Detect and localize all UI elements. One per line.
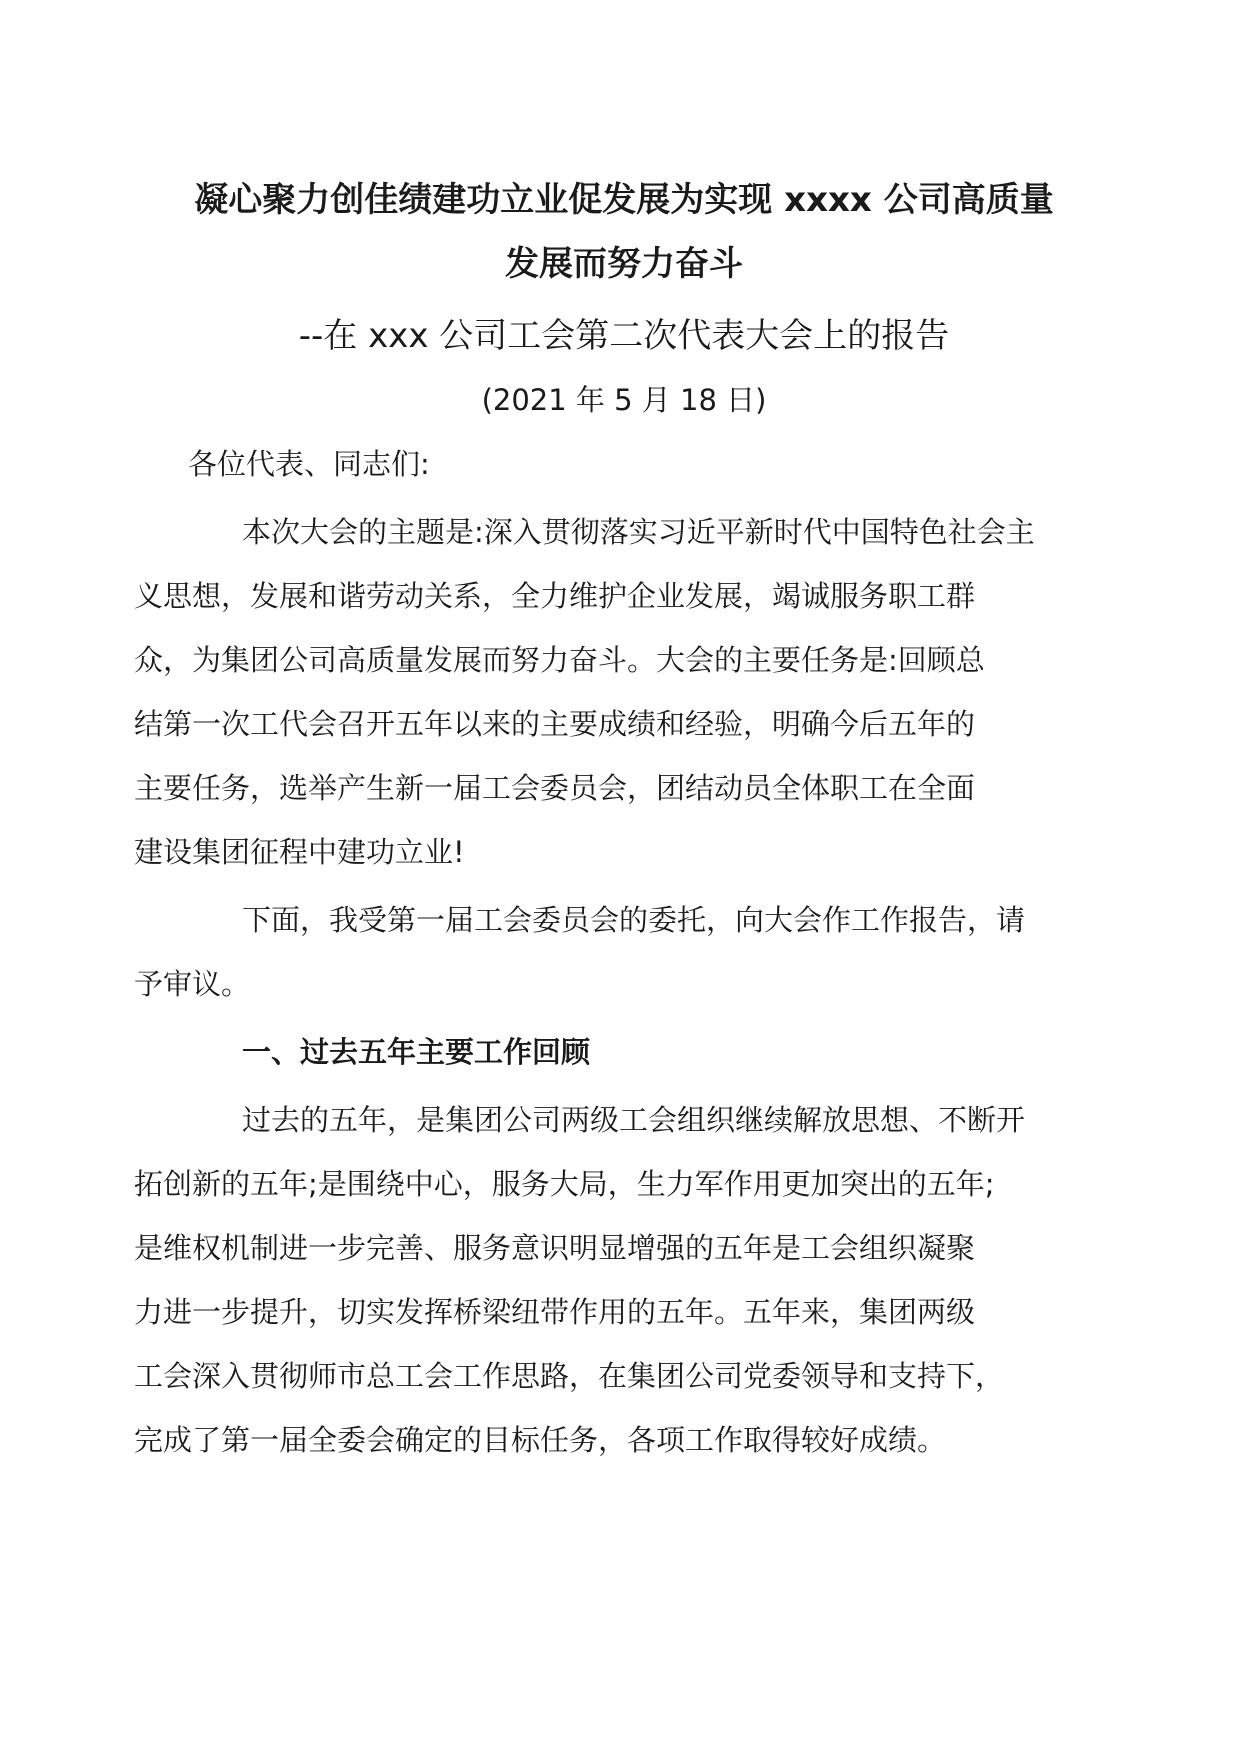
section-heading: 一、过去五年主要工作回顾 [242,1035,591,1069]
paragraph-line: 建设集团征程中建功立业! [134,835,465,869]
report-subtitle: --在 xxx 公司工会第二次代表大会上的报告 [298,316,950,356]
paragraph-line: 下面，我受第一届工会委员会的委托，向大会作工作报告，请 [242,903,1026,937]
paragraph-review [134,1088,1060,1472]
paragraph-line: 是维权机制进一步完善、服务意识明显增强的五年是工会组织凝聚 [134,1231,976,1265]
paragraph-line: 义思想，发展和谐劳动关系，全力维护企业发展，竭诚服务职工群 [134,579,976,613]
paragraph-line: 本次大会的主题是:深入贯彻落实习近平新时代中国特色社会主 [242,515,1035,549]
document-body [134,168,1060,1472]
report-title-line: 凝心聚力创佳绩建功立业促发展为实现 xxxx 公司高质量 [194,180,1054,220]
paragraph-line: 力进一步提升，切实发挥桥梁纽带作用的五年。五年来，集团两级 [134,1295,976,1329]
paragraph-line: 主要任务，选举产生新一届工会委员会，团结动员全体职工在全面 [134,771,976,805]
paragraph-line: 工会深入贯彻师市总工会工作思路，在集团公司党委领导和支持下， [134,1359,1005,1393]
paragraph-intro [134,888,1060,1016]
paragraph-line: 予审议。 [134,967,251,1001]
paragraph-theme [134,500,1060,884]
paragraph-line: 完成了第一届全委会确定的目标任务，各项工作取得较好成绩。 [134,1423,947,1457]
paragraph-line: 结第一次工代会召开五年以来的主要成绩和经验，明确今后五年的 [134,707,976,741]
salutation: 各位代表、同志们: [188,447,430,481]
report-title [188,168,1060,296]
paragraph-line: 拓创新的五年;是围绕中心，服务大局，生力军作用更加突出的五年; [134,1167,995,1201]
report-title-line: 发展而努力奋斗 [505,244,743,284]
report-date: (2021 年 5 月 18 日) [481,383,767,417]
paragraph-line: 众，为集团公司高质量发展而努力奋斗。大会的主要任务是:回顾总 [134,643,985,677]
paragraph-line: 过去的五年，是集团公司两级工会组织继续解放思想、不断开 [242,1103,1026,1137]
